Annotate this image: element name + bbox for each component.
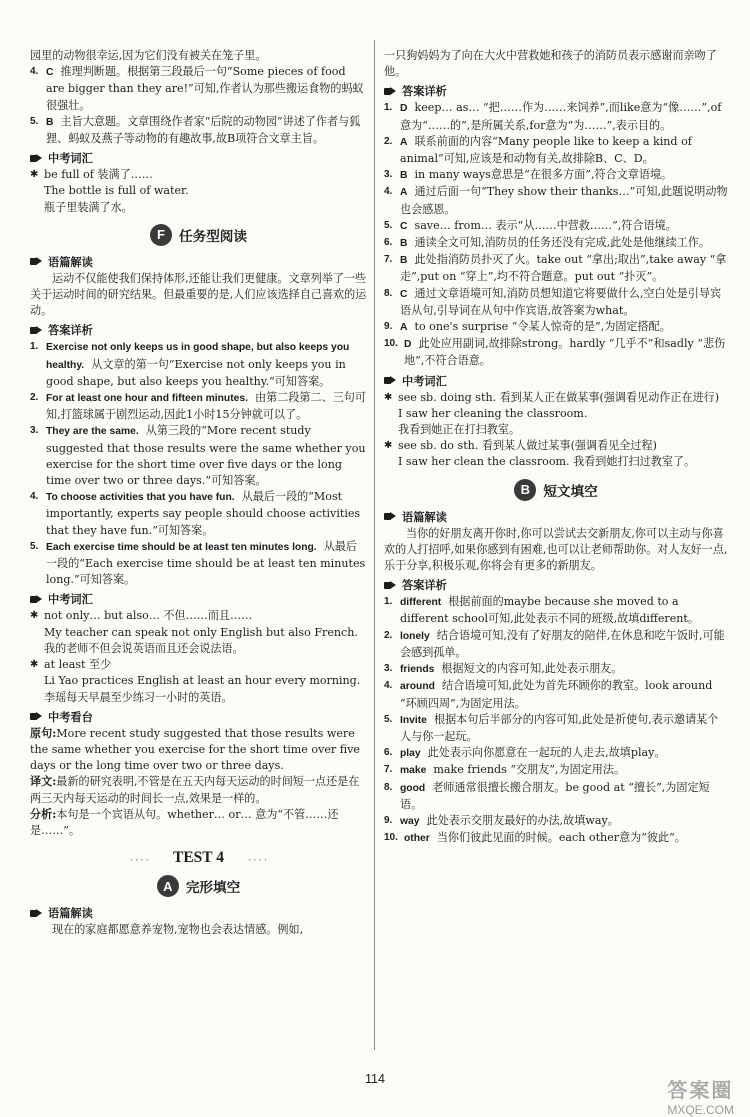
answers-header: 答案详析	[30, 322, 367, 338]
vocab-header: 中考词汇	[30, 150, 367, 166]
answer-item: 5. Invite 根据本句后半部分的内容可知,此处是祈使句,表示邀请某个人与你一起玩。	[384, 712, 719, 743]
answer-item: 9. A to one's surprise “令某人惊奇的是”,为固定搭配。	[384, 320, 671, 334]
answers-header: 答案详析	[384, 83, 728, 99]
answer-item: 2. lonely 结合语境可知,没有了好朋友的陪伴,在休息和吃午饭时,可能会感到孤单。	[384, 628, 725, 659]
answer-item: 4. A 通过后面一句“They show their thanks…”可知,此题说明动物也会感恩。	[384, 185, 728, 216]
answer-item: 10. D 此处应用副词,故排除strong。hardly “几乎不”和sadly “悲伤地”,不符合语意。	[384, 337, 726, 368]
answer-item: 4. To choose activities that you have fun. 从最后一段的“Most importantly, experts say people should choose activities that they have fun.”可知答案。	[30, 490, 361, 537]
arrow-marker-icon	[30, 257, 43, 266]
example-en: My teacher can speak not only English but also French.	[44, 625, 358, 639]
answer-item: 2. A 联系前面的内容“Many people like to keep a kind of animal”可知,应该是和动物有关,故排除B、C、D。	[384, 134, 692, 166]
example-zh: 我看到她正在打扫教室。	[398, 423, 521, 437]
vocab-item: ✱ see sb. doing sth. 看到某人正在做某事(强调看见动作正在进行)	[384, 390, 728, 406]
arrow-marker-icon	[30, 595, 43, 604]
intro-line: 园里的动物很幸运,因为它们没有被关在笼子里。	[30, 49, 267, 62]
example-zh: 我的老师不但会说英语而且还会说法语。	[44, 641, 244, 655]
column-divider	[374, 40, 375, 1050]
answers-header: 答案详析	[384, 577, 728, 593]
star-bullet-icon: ✱	[30, 659, 39, 671]
answer-item: 1. D keep… as… “把……作为……来饲养”,而like意为“像……”,of意为“……的”,是所属关系,for意为“为……”,表示目的。	[384, 101, 722, 132]
arrow-marker-icon	[30, 326, 43, 335]
star-bullet-icon: ✱	[30, 169, 39, 181]
reading-header: 语篇解读	[30, 254, 367, 270]
reading-summary: 运动不仅能使我们保持体形,还能让我们更健康。文章列举了一些关于运动时间的研究结果。但最重要的是,人们应该选择自己喜欢的运动。	[30, 271, 367, 318]
arrow-marker-icon	[30, 154, 43, 163]
translation: 译文:最新的研究表明,不管是在五天内每天运动的时间短一点还是在两三天内每天运动的时间长一点,效果是一样的。	[30, 775, 360, 805]
answer-item: 2. For at least one hour and fifteen minutes. 由第二段第二、三句可知,打篮球属于剧烈运动,因此1小时15分钟就可以了。	[30, 391, 366, 422]
star-bullet-icon: ✱	[384, 391, 393, 403]
example-en: I saw her cleaning the classroom.	[398, 406, 588, 420]
reading-summary: 当你的好朋友离开你时,你可以尝试去交新朋友,你可以主动与你喜欢的人打招呼,如果你感到有困难,也可以让老师帮助你。对人友好一点,乐于分享,积极乐观,你将会有更多的新朋友。	[384, 526, 728, 573]
section-letter-icon: A	[157, 875, 179, 897]
section-heading-a: A 完形填空	[30, 875, 367, 897]
vocab-header: 中考词汇	[384, 373, 728, 389]
arrow-marker-icon	[384, 512, 397, 521]
answer-item: 5. C save… from… 表示“从……中营救……”,符合语境。	[384, 218, 677, 232]
test-title: · · · · TEST 4 · · · ·	[30, 849, 367, 867]
page-number: 114	[365, 1072, 385, 1086]
star-bullet-icon: ✱	[30, 610, 39, 622]
vocab-item: ✱ be full of 装满了……	[30, 167, 367, 183]
arrow-marker-icon	[384, 376, 397, 385]
example-zh: 李瑶每天早晨至少练习一小时的英语。	[44, 690, 233, 704]
answer-item: 6. B 通读全文可知,消防员的任务还没有完成,此处是他继续工作。	[384, 236, 710, 250]
example-en: I saw her clean the classroom. 我看到她打扫过教室了。	[398, 455, 696, 469]
intro-line: 一只狗妈妈为了向在大火中营救她和孩子的消防员表示感谢而亲吻了他。	[384, 49, 717, 79]
arrow-marker-icon	[384, 87, 397, 96]
answer-item: 7. make make friends “交朋友”,为固定用法。	[384, 763, 626, 777]
section-letter-icon: F	[150, 224, 172, 246]
answer-item: 3. friends 根据短文的内容可知,此处表示朋友。	[384, 662, 623, 676]
star-bullet-icon: ✱	[384, 440, 393, 452]
left-column	[30, 48, 367, 938]
example-en: The bottle is full of water.	[44, 184, 189, 198]
arrow-marker-icon	[30, 712, 43, 721]
reading-header: 语篇解读	[384, 509, 728, 525]
vocab-header: 中考词汇	[30, 591, 367, 607]
arrow-marker-icon	[384, 581, 397, 590]
section-heading-b: B 短文填空	[384, 479, 728, 501]
right-column	[384, 48, 728, 847]
original-sentence: 原句:More recent study suggested that those results were the same whether you exercise for the short time over five days or the long time over two or three days.	[30, 726, 360, 773]
answer-item: 8. good 老师通常很擅长搬合朋友。be good at “擅长”,为固定短语。	[384, 780, 710, 811]
answer-item: 5. Each exercise time should be at least ten minutes long. 从最后一段的“Each exercise time should be at least ten minutes long.”可知答案。	[30, 539, 366, 587]
reading-header: 语篇解读	[30, 905, 367, 921]
section-heading-f: F 任务型阅读	[30, 224, 367, 246]
answer-item: 7. B 此处指消防员扑灭了火。take out “拿出;取出”,take away “拿走”,put on “穿上”,均不符合题意。put out “扑灭”。	[384, 253, 727, 284]
answer-item: 9. way 此处表示交朋友最好的办法,故填way。	[384, 813, 619, 827]
answer-item: 6. play 此处表示向你愿意在一起玩的人走去,故填play。	[384, 746, 666, 760]
answer-item: 3. They are the same. 从第三段的“More recent study suggested that those results were the same whether you exercise for the short time over five days or the long time over two or three days.”可知答案。	[30, 424, 366, 488]
vocab-item: ✱ see sb. do sth. 看到某人做过某事(强调看见全过程)	[384, 438, 728, 454]
answer-item: 10. other 当你们彼此见面的时候。each other意为“彼此”。	[384, 831, 686, 845]
section-letter-icon: B	[514, 479, 536, 501]
answer-item: 8. C 通过文章语境可知,消防员想知道它将要做什么,空白处是引导宾语从句,引导词在从句中作宾语,故答案为what。	[384, 286, 722, 317]
answer-item: 1. different 根据前面的maybe because she moved to a different school可知,此处表示不同的班级,故填different。	[384, 595, 699, 626]
answer-item: 5. B 主旨大意题。文章围绕作者家“后院的动物园”讲述了作者与狐狸、蚂蚁及燕子等动物的有趣故事,故B项符合文章主旨。	[30, 114, 361, 146]
answer-item: 4. around 结合语境可知,此处为首先环顾你的教室。look around “环顾四周”,为固定用法。	[384, 679, 713, 710]
arrow-marker-icon	[30, 909, 43, 918]
kantai-header: 中考看台	[30, 709, 367, 725]
answer-item: 1. Exercise not only keeps us in good shape, but also keeps you healthy. 从文章的第一句“Exercise not only keeps you in good shape, but also keeps you healthy.”可知答案。	[30, 341, 350, 388]
vocab-item: ✱ at least 至少	[30, 657, 367, 673]
watermark-logo: 答案圈 MXQE.COM	[667, 1080, 734, 1117]
vocab-item: ✱ not only… but also… 不但……而且……	[30, 608, 367, 624]
answer-item: 3. B in many ways意思是“在很多方面”,符合文章语境。	[384, 168, 673, 182]
example-en: Li Yao practices English at least an hour every morning.	[44, 674, 361, 688]
example-zh: 瓶子里装满了水。	[44, 200, 133, 214]
reading-summary: 现在的家庭都愿意养宠物,宠物也会表达情感。例如,	[52, 923, 304, 937]
analysis: 分析:本句是一个宾语从句。whether… or… 意为“不管……还是……”。	[30, 807, 339, 837]
answer-item: 4. C 推理判断题。根据第三段最后一句“Some pieces of food are bigger than they are!”可知,作者认为那些搬运食物的蚂蚁很强壮。	[30, 65, 364, 112]
